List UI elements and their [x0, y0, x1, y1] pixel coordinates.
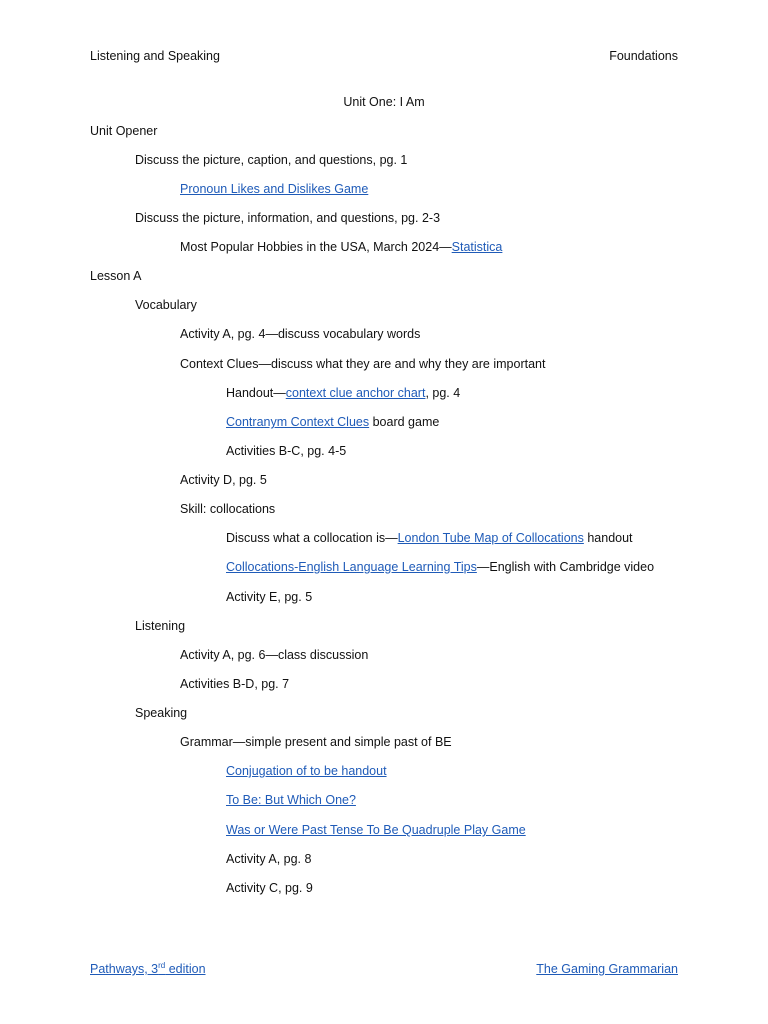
section-unit-opener: Unit Opener [90, 124, 158, 138]
footer-right-link[interactable] [536, 961, 678, 977]
list-item-collocation [226, 530, 633, 546]
footer-text[interactable]: Pathways, 3 [90, 962, 159, 976]
link-anchor-chart[interactable]: context clue anchor chart [285, 386, 426, 400]
footer-left-link[interactable] [90, 961, 206, 977]
list-item: Activity C, pg. 9 [226, 881, 313, 895]
header-left: Listening and Speaking [90, 49, 220, 63]
footer-pathways-link[interactable] [90, 962, 206, 976]
item-text: Handout— [226, 386, 286, 400]
subsection-speaking: Speaking [135, 706, 188, 720]
list-item-contranym [226, 414, 439, 430]
list-item: Activity A, pg. 6—class discussion [180, 648, 369, 662]
list-item: Activity D, pg. 5 [180, 473, 267, 487]
list-item: Activities B-D, pg. 7 [180, 677, 290, 691]
link-conjugation[interactable] [226, 763, 387, 779]
list-item: Discuss the picture, caption, and questions, pg. 1 [135, 153, 408, 167]
footer-gaming-grammarian-link[interactable]: The Gaming Grammarian [536, 962, 678, 976]
header-right: Foundations [609, 49, 678, 63]
link-statistica[interactable]: Statistica [451, 240, 503, 254]
link-text[interactable]: To Be: But Which One? [226, 793, 356, 807]
link-was-were-game[interactable] [226, 822, 526, 838]
link-contranym[interactable]: Contranym Context Clues [226, 415, 370, 429]
list-item: Activity E, pg. 5 [226, 590, 313, 604]
list-item: Skill: collocations [180, 502, 276, 516]
link-to-be[interactable] [226, 792, 356, 808]
link-tube-map[interactable]: London Tube Map of Collocations [397, 531, 584, 545]
list-item: Activities B-C, pg. 4-5 [226, 444, 347, 458]
link-pronoun-game[interactable] [180, 181, 368, 197]
item-text: handout [583, 531, 633, 545]
list-item: Grammar—simple present and simple past of BE [180, 735, 452, 749]
item-text: , pg. 4 [425, 386, 461, 400]
link-text[interactable]: Pronoun Likes and Dislikes Game [180, 182, 369, 196]
link-cambridge-video[interactable]: Collocations-English Language Learning Tips [226, 560, 477, 574]
item-text: board game [369, 415, 440, 429]
item-text: Discuss what a collocation is— [226, 531, 398, 545]
footer-superscript[interactable]: rd [158, 960, 166, 970]
list-item: Context Clues—discuss what they are and why they are important [180, 357, 546, 371]
subsection-vocabulary: Vocabulary [135, 298, 197, 312]
list-item: Activity A, pg. 8 [226, 852, 312, 866]
list-item-cambridge [226, 559, 654, 575]
list-item: Discuss the picture, information, and questions, pg. 2-3 [135, 211, 441, 225]
link-text[interactable]: Was or Were Past Tense To Be Quadruple Play Game [226, 823, 526, 837]
item-text: —English with Cambridge video [476, 560, 655, 574]
item-text: Most Popular Hobbies in the USA, March 2024— [180, 240, 452, 254]
list-item-hobbies [180, 239, 502, 255]
section-lesson-a: Lesson A [90, 269, 142, 283]
list-item: Activity A, pg. 4—discuss vocabulary words [180, 327, 421, 341]
footer-text[interactable]: edition [165, 962, 206, 976]
link-text[interactable]: Conjugation of to be handout [226, 764, 387, 778]
subsection-listening: Listening [135, 619, 186, 633]
page-title: Unit One: I Am [343, 95, 425, 109]
list-item-handout [226, 385, 460, 401]
